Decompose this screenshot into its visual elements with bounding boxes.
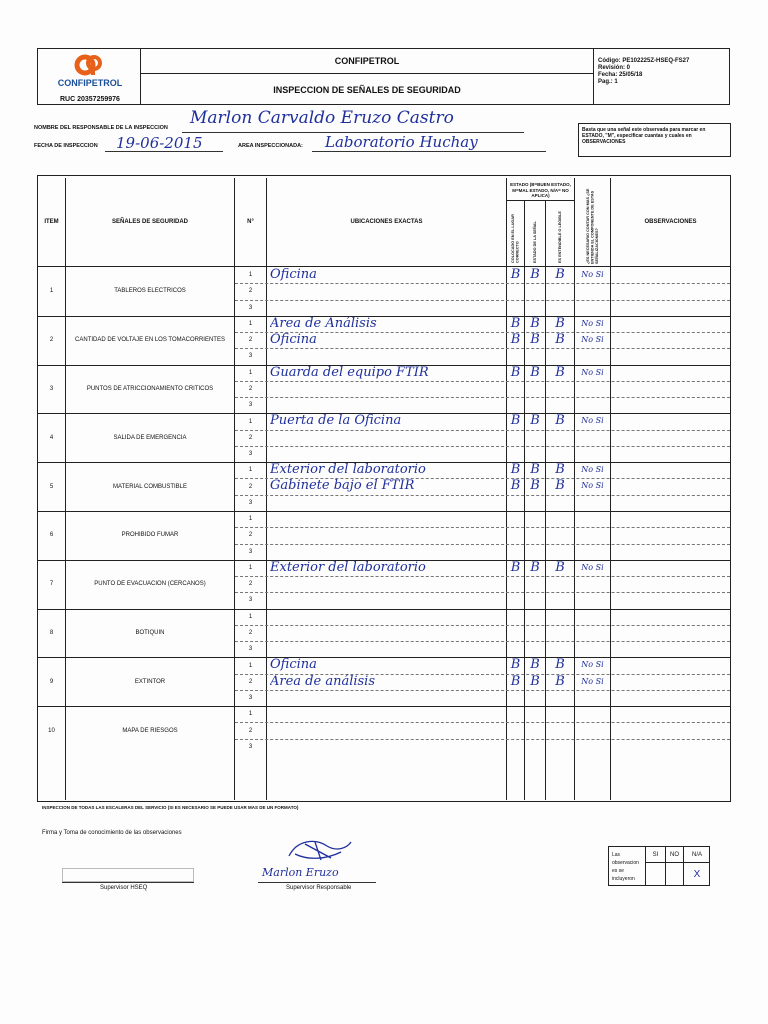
obs-included-label: Las observacion es se incluyeron [612,852,639,882]
row-number: 1 [248,516,253,523]
row-necesario[interactable]: No Si [581,465,604,475]
item-signal-name: SALIDA DE EMERGENCIA [113,434,187,441]
row-estado-legible[interactable] [546,300,574,316]
row-estado-senal[interactable] [525,609,545,625]
row-estado-lugar[interactable]: B [510,478,521,494]
row-estado-lugar[interactable] [507,300,524,316]
row-number: 2 [248,727,253,734]
row-estado-legible[interactable]: B [555,559,565,575]
row-observation-cell[interactable] [611,462,730,478]
row-estado-lugar[interactable] [507,690,524,706]
row-location[interactable] [270,495,504,511]
row-location[interactable]: Gabinete bajo el FTIR [270,478,415,494]
row-necesario[interactable]: No Si [581,481,604,491]
doc-revision: Revisión: 0 [598,65,631,71]
item-signal-name: PUNTOS DE ATRICCIONAMIENTO CRITICOS [86,385,214,392]
row-location[interactable] [270,511,504,527]
row-estado-legible[interactable]: B [555,267,565,282]
row-estado-senal[interactable]: B [530,315,540,331]
row-observation-cell[interactable] [611,609,730,625]
row-necesario[interactable] [575,397,610,413]
doc-meta [598,58,689,86]
item-number: 7 [49,581,54,588]
row-observation-cell[interactable] [611,511,730,527]
row-observation-cell[interactable] [611,300,730,316]
note-box [578,123,731,157]
row-number: 1 [248,272,253,279]
row-location[interactable] [270,381,504,397]
row-estado-legible[interactable]: B [555,673,565,689]
row-location[interactable] [270,706,504,722]
row-location[interactable] [270,739,504,755]
row-estado-senal[interactable] [525,576,545,592]
responsable-value[interactable]: Marlon Carvaldo Eruzo Castro [190,108,454,128]
row-number: 3 [248,499,253,506]
row-necesario[interactable] [575,706,610,722]
row-location[interactable]: Puerta de la Oficina [270,413,402,429]
row-location[interactable]: Oficina [270,657,317,673]
row-estado-lugar[interactable] [507,446,524,462]
row-estado-legible[interactable]: B [555,657,565,673]
signature-scribble-icon [285,836,355,866]
estado-sub-3-label: ES ENTENDIBLE O LEGIBLE [557,211,562,263]
row-estado-legible[interactable] [546,625,574,641]
row-number: 1 [248,662,253,669]
row-necesario[interactable] [575,625,610,641]
header-divider-2 [593,48,594,105]
row-estado-senal[interactable]: B [530,657,540,673]
item-signal-name: MATERIAL COMBUSTIBLE [112,483,187,490]
row-estado-legible[interactable] [546,283,574,299]
row-estado-lugar[interactable]: B [510,315,521,331]
row-number: 2 [248,337,253,344]
row-estado-legible[interactable]: B [555,413,565,429]
row-estado-senal[interactable] [525,300,545,316]
row-estado-legible[interactable] [546,706,574,722]
row-estado-senal[interactable] [525,430,545,446]
row-estado-senal[interactable] [525,446,545,462]
row-estado-legible[interactable] [546,511,574,527]
row-estado-legible[interactable] [546,348,574,364]
company-logo [74,54,104,76]
area-line [312,151,546,152]
row-location[interactable]: Guarda del equipo FTIR [270,364,429,380]
row-estado-lugar[interactable] [507,625,524,641]
row-observation-cell[interactable] [611,381,730,397]
row-estado-legible[interactable] [546,527,574,543]
col-estado-header: ESTADO (B=BUEN ESTADO, M=MAL ESTADO, N/A= NO APLICA) [510,182,571,199]
row-estado-legible[interactable] [546,446,574,462]
row-necesario[interactable]: No Si [581,335,604,345]
row-necesario[interactable] [575,300,610,316]
row-estado-lugar[interactable] [507,544,524,560]
col-necesario-header [575,182,610,264]
fecha-label: FECHA DE INSPECCION [34,143,98,149]
row-observation-cell[interactable] [611,332,730,348]
col-senales-header: SEÑALES DE SEGURIDAD [111,219,188,225]
row-location[interactable]: Área de análisis [270,673,376,689]
row-estado-senal[interactable] [525,511,545,527]
row-observation-cell[interactable] [611,722,730,738]
row-number: 3 [248,743,253,750]
row-necesario[interactable] [575,348,610,364]
row-estado-lugar[interactable] [507,348,524,364]
area-label: AREA INSPECCIONADA: [238,143,303,149]
row-observation-cell[interactable] [611,413,730,429]
row-observation-cell[interactable] [611,446,730,462]
row-estado-senal[interactable] [525,283,545,299]
row-estado-legible[interactable] [546,592,574,608]
row-estado-senal[interactable] [525,544,545,560]
row-estado-legible[interactable]: B [555,364,565,380]
row-estado-lugar[interactable] [507,397,524,413]
row-estado-legible[interactable]: B [555,315,565,331]
item-number: 4 [49,434,54,441]
item-signal-name: EXTINTOR [134,678,166,685]
row-observation-cell[interactable] [611,625,730,641]
row-estado-senal[interactable]: B [530,364,540,380]
logo-icon [74,54,104,76]
row-observation-cell[interactable] [611,430,730,446]
row-estado-senal[interactable]: B [530,559,540,575]
row-necesario[interactable] [575,592,610,608]
table-footnote: INSPECCION DE TODAS LAS ESCALERAS DEL SERVICIO (SI ES NECESARIO SE PUEDE USAR MAS DE UN FORMATO) [42,805,299,810]
obs-no: NO [670,851,679,858]
row-observation-cell[interactable] [611,365,730,381]
row-estado-lugar[interactable]: B [510,267,521,282]
item-signal-name: PROHIBIDO FUMAR [121,532,179,539]
row-estado-senal[interactable] [525,706,545,722]
row-location[interactable] [270,592,504,608]
row-estado-lugar[interactable] [507,381,524,397]
row-estado-senal[interactable]: B [530,673,540,689]
ruc: RUC 20357259976 [60,96,120,103]
row-observation-cell[interactable] [611,527,730,543]
item-number: 8 [49,629,54,636]
row-number: 2 [248,288,253,295]
row-location[interactable] [270,446,504,462]
col-obs-header: OBSERVACIONES [644,219,697,225]
obs-si: SI [652,851,659,858]
row-estado-lugar[interactable] [507,527,524,543]
row-observation-cell[interactable] [611,348,730,364]
row-estado-legible[interactable] [546,609,574,625]
row-necesario[interactable] [575,609,610,625]
row-number: 3 [248,402,253,409]
item-number: 2 [49,337,54,344]
row-estado-legible[interactable] [546,641,574,657]
row-observation-cell[interactable] [611,576,730,592]
row-estado-legible[interactable] [546,690,574,706]
row-observation-cell[interactable] [611,674,730,690]
row-estado-lugar[interactable] [507,430,524,446]
row-observation-cell[interactable] [611,706,730,722]
row-estado-senal[interactable] [525,722,545,738]
estado-sub-2-label: ESTADO DE LA SEÑAL [532,221,537,263]
note-text: Basta que una señal este observada para marcar en ESTADO, "M", especificar cuantas y cuales en OBSERVACIONES [582,127,706,146]
responsable-label: NOMBRE DEL RESPONSABLE DE LA INSPECCION [34,125,168,131]
col-n-header: N° [247,219,254,225]
row-estado-lugar[interactable] [507,592,524,608]
estado-sub-1-label: COLOCADO EN EL LUGAR CORRECTO [511,214,520,263]
row-estado-legible[interactable] [546,739,574,755]
fecha-value[interactable]: 19-06-2015 [116,134,203,152]
row-observation-cell[interactable] [611,267,730,283]
row-number: 2 [248,434,253,441]
row-necesario[interactable]: No Si [581,367,604,377]
row-estado-legible[interactable]: B [555,478,565,494]
row-location[interactable]: Exterior del laboratorio [270,559,426,575]
row-number: 3 [248,695,253,702]
row-necesario[interactable] [575,381,610,397]
row-location[interactable]: Exterior del laboratorio [270,462,426,478]
row-estado-senal[interactable] [525,625,545,641]
row-estado-legible[interactable]: B [555,332,565,348]
row-necesario[interactable]: No Si [581,416,604,426]
row-estado-lugar[interactable]: B [510,413,521,429]
item-signal-name: BOTIQUIN [135,629,165,636]
row-location[interactable]: Oficina [270,267,317,282]
row-number: 1 [248,564,253,571]
responsable-signature[interactable] [285,836,355,866]
item-signal-name: MAPA DE RIESGOS [122,727,178,734]
row-necesario[interactable] [575,722,610,738]
row-estado-legible[interactable] [546,722,574,738]
row-necesario[interactable]: No Si [581,660,604,670]
row-estado-lugar[interactable] [507,576,524,592]
row-number: 2 [248,385,253,392]
sup-hseq-label: Supervisor HSEQ [100,885,148,891]
row-observation-cell[interactable] [611,592,730,608]
page-title: INSPECCION DE SEÑALES DE SEGURIDAD [273,84,461,95]
row-number: 1 [248,613,253,620]
row-estado-lugar[interactable]: B [510,673,521,689]
row-estado-lugar[interactable] [507,283,524,299]
row-estado-lugar[interactable] [507,641,524,657]
row-number: 3 [248,646,253,653]
row-location[interactable] [270,576,504,592]
item-number: 1 [49,288,54,295]
row-location[interactable]: Oficina [270,332,317,348]
row-observation-cell[interactable] [611,739,730,755]
hseq-signature-box [62,868,194,882]
row-number: 1 [248,711,253,718]
row-number: 2 [248,483,253,490]
row-estado-lugar[interactable] [507,511,524,527]
row-estado-senal[interactable] [525,592,545,608]
hseq-line [62,882,194,883]
firma-label: Firma y Toma de conocimiento de las observaciones [42,830,182,836]
row-estado-senal[interactable] [525,495,545,511]
item-number: 6 [49,532,54,539]
row-estado-senal[interactable] [525,739,545,755]
row-estado-lugar[interactable] [507,722,524,738]
row-estado-senal[interactable] [525,527,545,543]
signature-name: Marlon Eruzo [262,866,339,879]
item-number: 9 [49,678,54,685]
row-number: 3 [248,597,253,604]
row-estado-senal[interactable]: B [530,267,540,282]
row-estado-lugar[interactable]: B [510,364,521,380]
row-estado-lugar[interactable] [507,495,524,511]
row-location[interactable] [270,722,504,738]
row-estado-legible[interactable] [546,397,574,413]
row-number: 3 [248,304,253,311]
row-observation-cell[interactable] [611,657,730,673]
row-location[interactable] [270,283,504,299]
row-necesario[interactable] [575,576,610,592]
row-number: 2 [248,581,253,588]
row-necesario[interactable]: No Si [581,562,604,572]
row-necesario[interactable] [575,283,610,299]
row-number: 2 [248,629,253,636]
row-estado-legible[interactable] [546,576,574,592]
row-location[interactable] [270,609,504,625]
row-necesario[interactable]: No Si [581,676,604,686]
row-necesario[interactable]: No Si [581,270,604,279]
row-location[interactable] [270,397,504,413]
doc-code: Código: PE102225Z-HSEQ-FS27 [598,58,690,64]
row-location[interactable] [270,544,504,560]
logo-text: CONFIPETROL [57,78,123,88]
row-necesario[interactable] [575,430,610,446]
row-number: 3 [248,451,253,458]
row-number: 1 [248,320,253,327]
row-observation-cell[interactable] [611,316,730,332]
col-ubicaciones-header: UBICACIONES EXACTAS [350,219,423,225]
col-necesario-label: ¿ES NECESARIO CONTAR CON MAS ¿SE ENTIENDA EL COMPONENTE DE ESTAS SEÑALIZACIONES? [585,188,599,264]
sup-resp-label: Supervisor Responsable [286,885,352,891]
row-estado-legible[interactable] [546,381,574,397]
doc-page: Pag.: 1 [598,79,618,85]
col-item-header: ITEM [44,219,59,225]
row-estado-legible[interactable] [546,544,574,560]
estado-sub-2 [525,203,545,263]
row-necesario[interactable] [575,739,610,755]
row-location[interactable] [270,348,504,364]
row-number: 1 [248,369,253,376]
row-estado-senal[interactable] [525,397,545,413]
row-number: 2 [248,532,253,539]
obs-na-mark: X [693,868,701,880]
estado-subline [506,200,574,201]
resp-line [258,882,376,883]
row-estado-legible[interactable] [546,495,574,511]
row-necesario[interactable] [575,641,610,657]
row-estado-senal[interactable]: B [530,462,540,478]
obs-na: N/A [691,851,702,858]
row-estado-lugar[interactable]: B [510,332,521,348]
row-location[interactable] [270,527,504,543]
row-estado-lugar[interactable]: B [510,657,521,673]
row-observation-cell[interactable] [611,544,730,560]
row-necesario[interactable] [575,544,610,560]
row-estado-senal[interactable]: B [530,478,540,494]
row-necesario[interactable]: No Si [581,318,604,328]
row-number: 1 [248,467,253,474]
row-estado-senal[interactable] [525,348,545,364]
row-observation-cell[interactable] [611,283,730,299]
row-estado-senal[interactable] [525,690,545,706]
row-estado-senal[interactable] [525,641,545,657]
row-necesario[interactable] [575,495,610,511]
row-estado-legible[interactable] [546,430,574,446]
row-observation-cell[interactable] [611,690,730,706]
row-estado-lugar[interactable]: B [510,462,521,478]
row-location[interactable] [270,625,504,641]
estado-sub-1 [507,203,524,263]
row-estado-lugar[interactable] [507,739,524,755]
item-signal-name: PUNTO DE EVACUACION (CERCANOS) [94,581,206,588]
row-location[interactable] [270,641,504,657]
row-number: 3 [248,353,253,360]
doc-date: Fecha: 25/05/18 [598,72,643,78]
row-necesario[interactable] [575,527,610,543]
row-location[interactable] [270,300,504,316]
row-observation-cell[interactable] [611,397,730,413]
row-necesario[interactable] [575,446,610,462]
row-location[interactable]: Área de Análisis [270,315,377,331]
row-estado-senal[interactable]: B [530,332,540,348]
row-number: 1 [248,418,253,425]
row-observation-cell[interactable] [611,495,730,511]
row-necesario[interactable] [575,690,610,706]
estado-sub-3 [546,203,574,263]
company-name: CONFIPETROL [334,56,400,66]
row-estado-legible[interactable]: B [555,462,565,478]
obs-na-checkbox[interactable] [684,863,710,885]
item-signal-name: CANTIDAD DE VOLTAJE EN LOS TOMACORRIENTES [75,337,225,344]
row-observation-cell[interactable] [611,641,730,657]
row-location[interactable] [270,430,504,446]
row-observation-cell[interactable] [611,560,730,576]
row-estado-lugar[interactable] [507,609,524,625]
item-signal-name: TABLEROS ELECTRICOS [114,288,186,295]
row-number: 3 [248,548,253,555]
row-observation-cell[interactable] [611,478,730,494]
row-estado-lugar[interactable]: B [510,559,521,575]
row-number: 2 [248,678,253,685]
row-estado-lugar[interactable] [507,706,524,722]
item-number: 5 [49,483,54,490]
area-value[interactable]: Laboratorio Huchay [325,133,478,151]
row-location[interactable] [270,690,504,706]
item-number: 3 [49,385,54,392]
row-necesario[interactable] [575,511,610,527]
row-estado-senal[interactable] [525,381,545,397]
row-estado-senal[interactable]: B [530,413,540,429]
item-number: 10 [48,727,55,734]
